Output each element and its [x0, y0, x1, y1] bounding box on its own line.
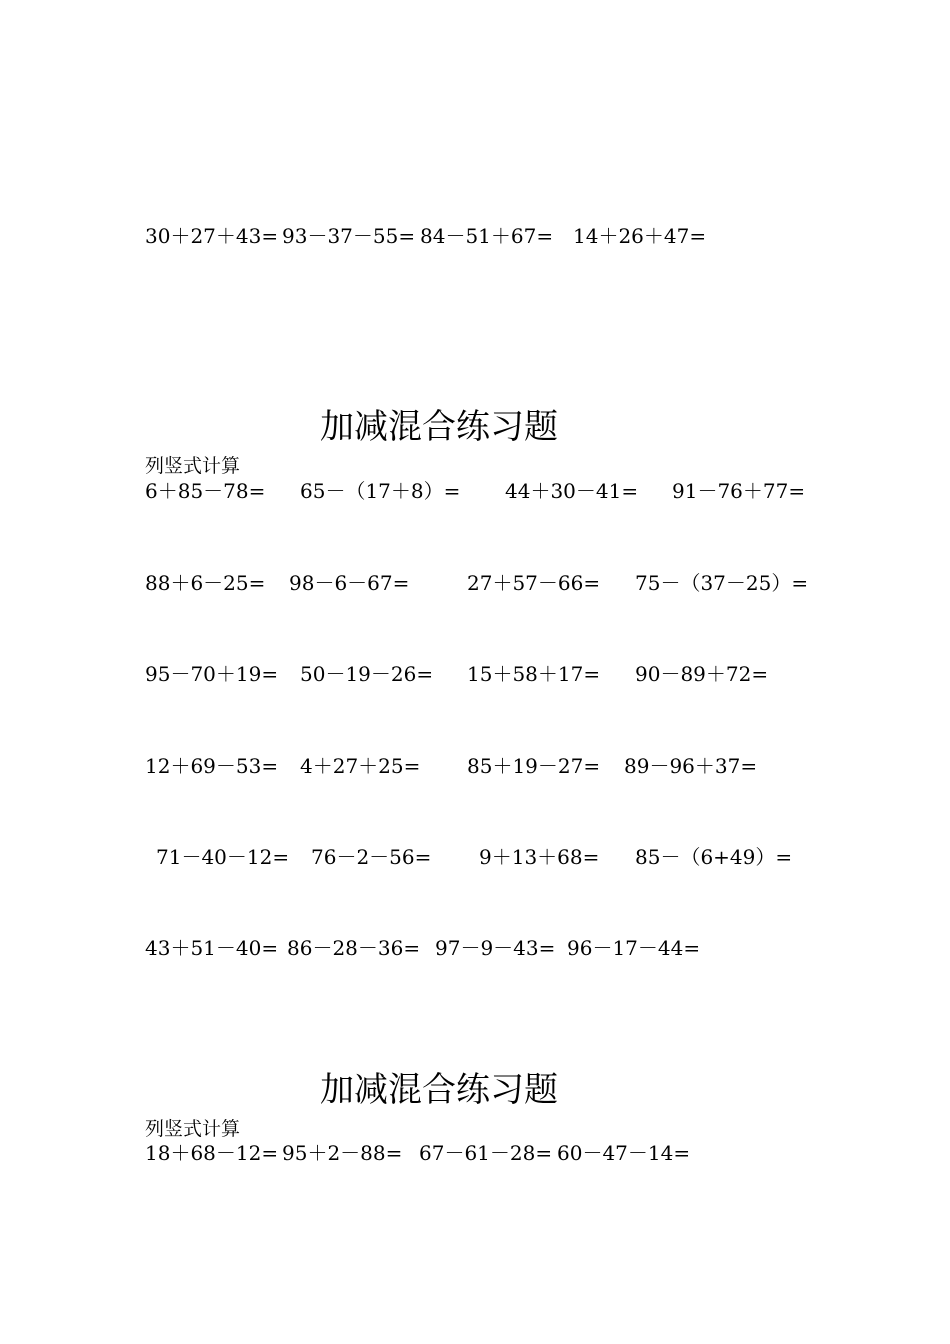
- problem: 90－89＋72=: [635, 662, 769, 686]
- problem-row: [0, 221, 950, 251]
- worksheet-subtitle: 列竖式计算: [145, 1118, 241, 1140]
- problem: 4＋27＋25=: [300, 754, 421, 778]
- problem: 15＋58＋17=: [467, 662, 601, 686]
- problem: 14＋26＋47=: [573, 224, 707, 248]
- problem: 18＋68－12=: [145, 1141, 279, 1165]
- problem: 43＋51－40=: [145, 936, 279, 960]
- problem: 27＋57－66=: [467, 571, 601, 595]
- problem: 71－40－12=: [156, 845, 290, 869]
- worksheet-subtitle: 列竖式计算: [145, 455, 241, 477]
- problem: 89－96＋37=: [624, 754, 758, 778]
- problem: 98－6－67=: [289, 571, 410, 595]
- problem: 95＋2－88=: [282, 1141, 403, 1165]
- problem: 96－17－44=: [567, 936, 701, 960]
- worksheet-title: 加减混合练习题: [320, 407, 558, 447]
- problem: 50－19－26=: [300, 662, 434, 686]
- problem: 30＋27＋43=: [145, 224, 279, 248]
- problem: 75－（37－25）=: [635, 571, 809, 595]
- problem-row: [0, 1138, 950, 1168]
- problem-row: [0, 659, 950, 689]
- problem: 44＋30－41=: [505, 479, 639, 503]
- problem-row: [0, 842, 950, 872]
- problem: 6＋85－78=: [145, 479, 266, 503]
- problem: 85－（6+49）=: [635, 845, 793, 869]
- problem-row: [0, 476, 950, 506]
- problem: 91－76＋77=: [672, 479, 806, 503]
- problem: 84－51＋67=: [420, 224, 554, 248]
- problem: 12＋69－53=: [145, 754, 279, 778]
- problem-row: [0, 568, 950, 598]
- problem: 60－47－14=: [557, 1141, 691, 1165]
- problem: 95－70＋19=: [145, 662, 279, 686]
- problem: 85＋19－27=: [467, 754, 601, 778]
- problem: 65－（17＋8）=: [300, 479, 461, 503]
- problem-row: [0, 751, 950, 781]
- problem: 88＋6－25=: [145, 571, 266, 595]
- problem: 93－37－55=: [282, 224, 416, 248]
- problem: 97－9－43=: [435, 936, 556, 960]
- problem: 86－28－36=: [287, 936, 421, 960]
- problem-row: [0, 933, 950, 963]
- problem: 9＋13＋68=: [479, 845, 600, 869]
- worksheet-title: 加减混合练习题: [320, 1070, 558, 1110]
- problem: 76－2－56=: [311, 845, 432, 869]
- problem: 67－61－28=: [419, 1141, 553, 1165]
